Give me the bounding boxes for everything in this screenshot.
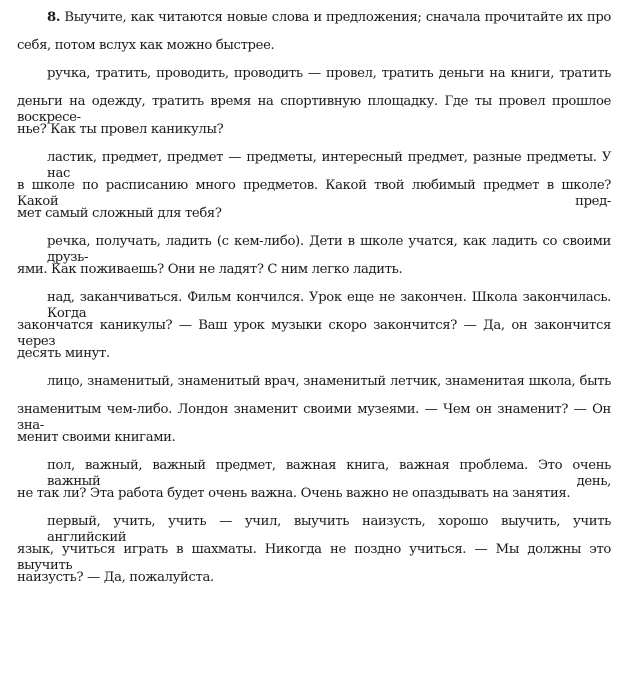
- paragraph-7-line-3: наизусть? — Да, пожалуйста.: [17, 570, 214, 585]
- exercise-instruction-line-2: себя, потом вслух как можно быстрее.: [17, 38, 275, 53]
- paragraph-4-line-3: десять минут.: [17, 346, 110, 361]
- paragraph-3-line-1: речка, получать, ладить (с кем-либо). Дети в школе учатся, как ладить со своими друзь-: [47, 234, 611, 265]
- paragraph-1-line-2: деньги на одежду, тратить время на спортивную площадку. Где ты провел прошлое воскресе-: [17, 94, 611, 125]
- paragraph-5-line-2: знаменитым чем-либо. Лондон знаменит своими музеями. — Чем он знаменит? — Он зна-: [17, 402, 611, 433]
- paragraph-7-line-2: язык, учиться играть в шахматы. Никогда не поздно учиться. — Мы должны это выучить: [17, 542, 611, 573]
- paragraph-4-line-1: над, заканчиваться. Фильм кончился. Урок еще не закончен. Школа закончилась. Когда: [47, 290, 611, 321]
- paragraph-2-line-1: ластик, предмет, предмет — предметы, интересный предмет, разные предметы. У нас: [47, 150, 611, 181]
- paragraph-2-line-3: мет самый сложный для тебя?: [17, 206, 222, 221]
- paragraph-6-line-2: не так ли? Эта работа будет очень важна. Очень важно не опаздывать на занятия.: [17, 486, 571, 501]
- paragraph-5-line-3: менит своими книгами.: [17, 430, 176, 445]
- paragraph-4-line-2: закончатся каникулы? — Ваш урок музыки скоро закончится? — Да, он закончится через: [17, 318, 611, 349]
- paragraph-1-line-3: нье? Как ты провел каникулы?: [17, 122, 224, 137]
- paragraph-5-line-1: лицо, знаменитый, знаменитый врач, знаменитый летчик, знаменитая школа, быть: [47, 374, 611, 389]
- paragraph-2-line-2: в школе по расписанию много предметов. Какой твой любимый предмет в школе? Какой пред-: [17, 178, 611, 209]
- paragraph-3-line-2: ями. Как поживаешь? Они не ладят? С ним легко ладить.: [17, 262, 403, 277]
- paragraph-7-line-1: первый, учить, учить — учил, выучить наизусть, хорошо выучить, учить английский: [47, 514, 611, 545]
- paragraph-1-line-1: ручка, тратить, проводить, проводить — провел, тратить деньги на книги, тратить: [47, 66, 611, 81]
- paragraph-6-line-1: пол, важный, важный предмет, важная книга, важная проблема. Это очень важный день,: [47, 458, 611, 489]
- exercise-instruction-line-1: 8. Выучите, как читаются новые слова и предложения; сначала прочитайте их про: [47, 10, 612, 25]
- exercise-number: 8.: [47, 10, 61, 25]
